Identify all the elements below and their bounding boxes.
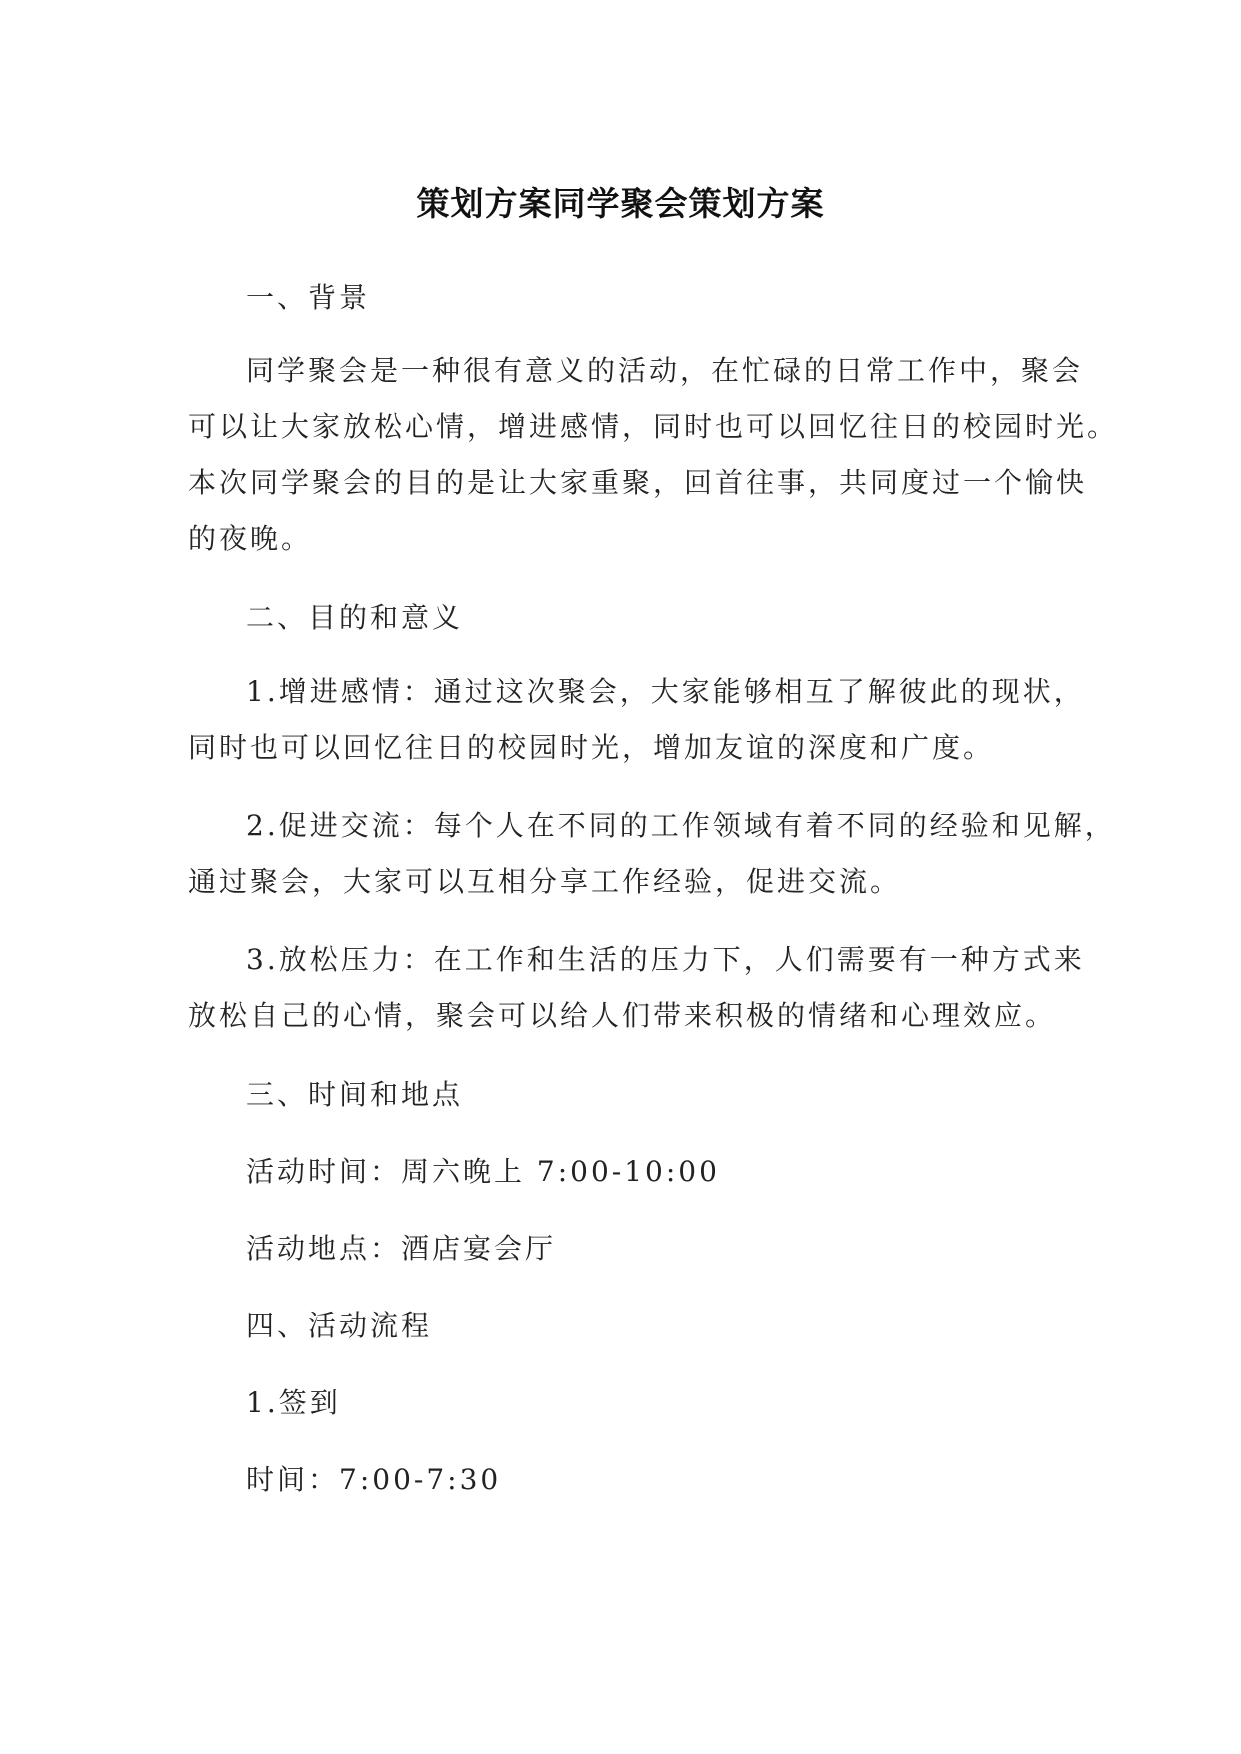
section-heading-process: 四、活动流程 (246, 1309, 433, 1342)
list-item-line: 放松自己的心情，聚会可以给人们带来积极的情绪和心理效应。 (188, 999, 1057, 1032)
section-heading-background: 一、背景 (246, 281, 371, 314)
list-item-line: 1.增进感情：通过这次聚会，大家能够相互了解彼此的现状， (246, 675, 1085, 708)
activity-place-line: 活动地点：酒店宴会厅 (246, 1232, 557, 1265)
paragraph-line: 同学聚会是一种很有意义的活动，在忙碌的日常工作中，聚会 (246, 354, 1084, 387)
list-item-line: 2.促进交流：每个人在不同的工作领域有着不同的经验和见解， (246, 809, 1116, 842)
process-step-time: 时间：7:00-7:30 (246, 1463, 502, 1496)
list-item-line: 3.放松压力：在工作和生活的压力下，人们需要有一种方式来 (246, 943, 1085, 976)
paragraph-line: 本次同学聚会的目的是让大家重聚，回首往事，共同度过一个愉快 (188, 466, 1088, 499)
paragraph-line: 的夜晚。 (188, 522, 313, 555)
section-heading-purpose: 二、目的和意义 (246, 601, 464, 634)
paragraph-line: 可以让大家放松心情，增进感情，同时也可以回忆往日的校园时光。 (188, 410, 1119, 443)
activity-time-line: 活动时间：周六晚上 7:00-10:00 (246, 1155, 720, 1188)
list-item-line: 同时也可以回忆往日的校园时光，增加友谊的深度和广度。 (188, 731, 995, 764)
document-title: 策划方案同学聚会策划方案 (416, 184, 825, 223)
process-step-signin: 1.签到 (246, 1386, 341, 1419)
list-item-line: 通过聚会，大家可以互相分享工作经验，促进交流。 (188, 865, 902, 898)
section-heading-time-place: 三、时间和地点 (246, 1078, 464, 1111)
